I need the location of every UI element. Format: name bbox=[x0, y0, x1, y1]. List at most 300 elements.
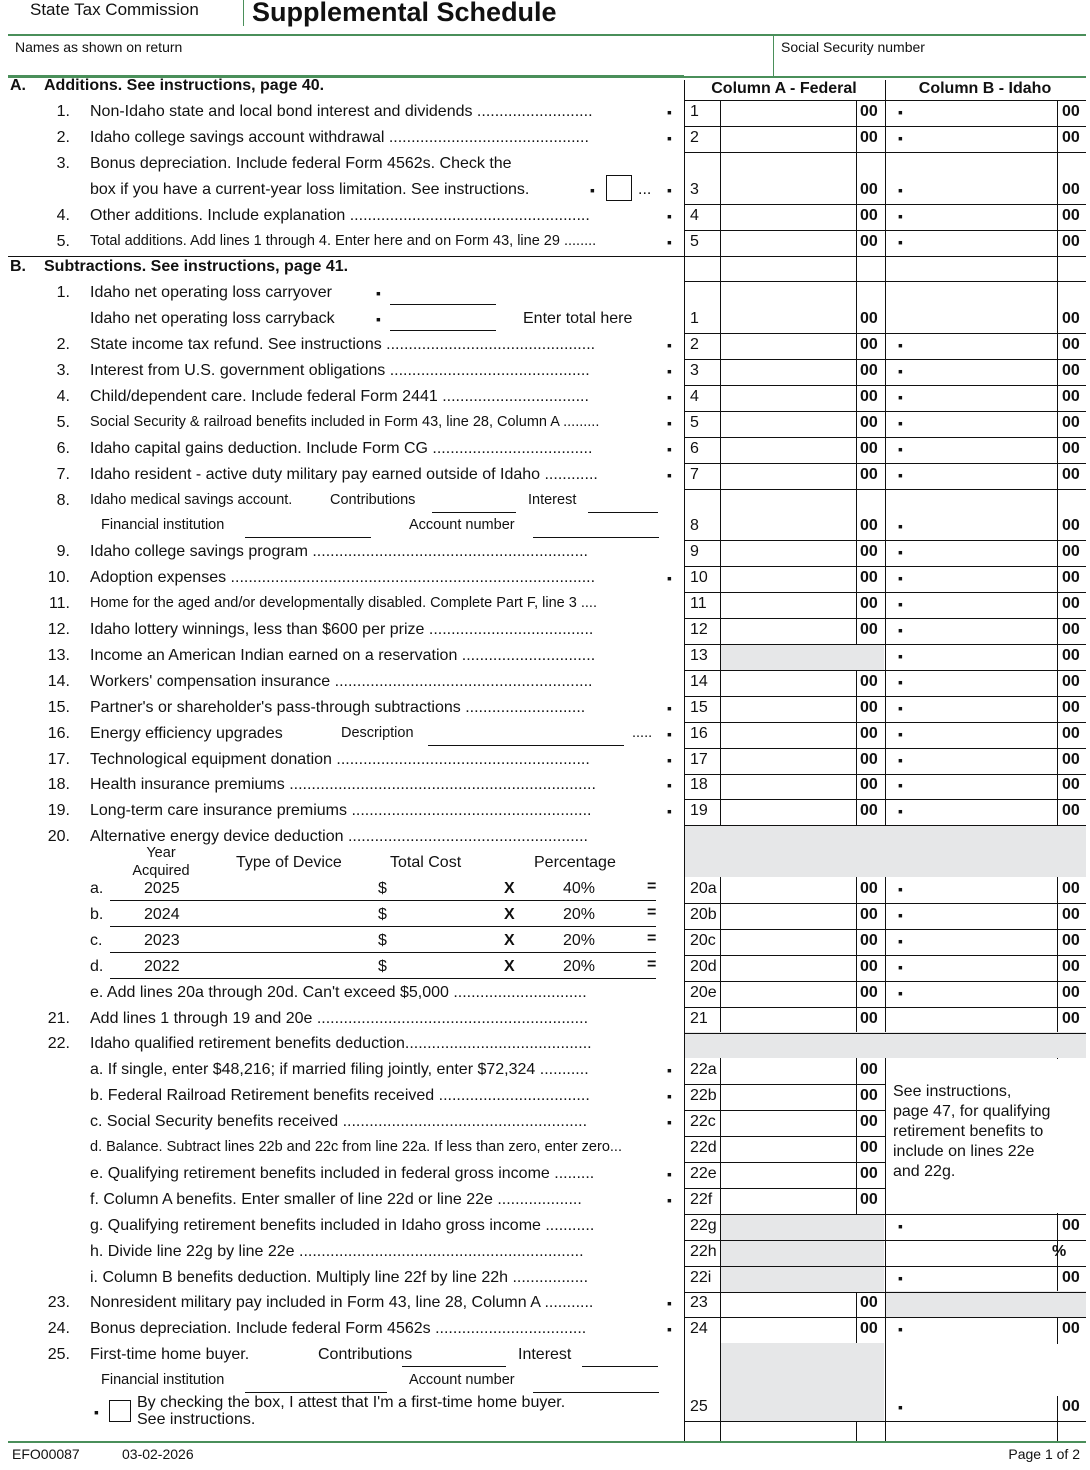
line-ref-b25: 25 bbox=[690, 1398, 708, 1415]
grid-hline bbox=[684, 1033, 721, 1034]
line-ref-22: 22i bbox=[690, 1269, 712, 1286]
msa-acct-input[interactable] bbox=[533, 537, 659, 538]
col-b-input-b18[interactable] bbox=[906, 772, 1053, 796]
col-a-input-b15[interactable] bbox=[722, 695, 854, 719]
line22-col-b-cents: 00 bbox=[1062, 1269, 1080, 1286]
col-a-cents-b10: 00 bbox=[860, 569, 878, 586]
grid-hline bbox=[684, 1317, 721, 1318]
b-line-10-number: 10. bbox=[47, 569, 70, 586]
col-b-cents-b6: 00 bbox=[1062, 440, 1080, 457]
col-b-input-b8[interactable] bbox=[906, 513, 1053, 537]
b-line-24-text: Bonus depreciation. Include federal Form 4562s .................................. bbox=[90, 1320, 587, 1337]
b-line-3-number: 3. bbox=[56, 362, 70, 379]
line-ref-22: 22d bbox=[690, 1139, 717, 1156]
energy-desc-dots: ..... bbox=[632, 725, 653, 741]
col-b-bullet-a1: ▪ bbox=[898, 104, 903, 120]
grid-hline bbox=[684, 1162, 721, 1163]
col-b-input-b24[interactable] bbox=[906, 1316, 1053, 1340]
nol-carryback-bullet: ▪ bbox=[376, 311, 381, 327]
col-b-cents-b19: 00 bbox=[1062, 802, 1080, 819]
line22-col-a-cents: 00 bbox=[860, 1113, 878, 1130]
col-b-cents-b14: 00 bbox=[1062, 673, 1080, 690]
line-ref-b20b: 20b bbox=[690, 906, 717, 923]
grid-hline bbox=[684, 696, 721, 697]
line22-row-text: h. Divide line 22g by line 22e ................................................................ bbox=[90, 1243, 584, 1260]
col-a-input-b5[interactable] bbox=[722, 410, 854, 434]
line-ref-22: 22f bbox=[690, 1191, 713, 1208]
b-line-14-number: 14. bbox=[47, 673, 70, 690]
line-ref-a5: 5 bbox=[690, 233, 699, 250]
fthb-attest-checkbox[interactable] bbox=[109, 1400, 131, 1422]
b-line-9-number: 9. bbox=[56, 543, 70, 560]
line22-row-text: a. If single, enter $48,216; if married filing jointly, enter $72,324 ........... bbox=[90, 1061, 589, 1078]
fthb-fin-label: Financial institution bbox=[101, 1372, 225, 1388]
b-line-4-number: 4. bbox=[56, 388, 70, 405]
col-b-cents-b18: 00 bbox=[1062, 776, 1080, 793]
b-line-21-number: 21. bbox=[47, 1010, 70, 1027]
energy-desc-input[interactable] bbox=[428, 745, 624, 746]
col-b-cents-b15: 00 bbox=[1062, 699, 1080, 716]
grid-hline bbox=[885, 1292, 1086, 1293]
col-b-bullet-b18: ▪ bbox=[898, 777, 903, 793]
line20-row-input[interactable] bbox=[110, 926, 656, 927]
line20-year: 2024 bbox=[144, 906, 180, 923]
b-line-7-number: 7. bbox=[56, 466, 70, 483]
a-line-4-number: 4. bbox=[56, 207, 70, 224]
col-a-input-b20b[interactable] bbox=[722, 902, 854, 926]
col-a-cents-b14: 00 bbox=[860, 673, 878, 690]
col-a-cents-b24: 00 bbox=[860, 1320, 878, 1337]
col-b-cents-b8: 00 bbox=[1062, 517, 1080, 534]
line20-row-letter: b. bbox=[90, 906, 104, 923]
line20-cost-header: Total Cost bbox=[390, 854, 462, 871]
col-a-input-b10[interactable] bbox=[722, 565, 854, 589]
nol-carryover-bullet: ▪ bbox=[376, 285, 381, 301]
col-a-cents-b20a: 00 bbox=[860, 880, 878, 897]
col-a-cents-b23: 00 bbox=[860, 1294, 878, 1311]
col-a-input-b20e[interactable] bbox=[722, 980, 854, 1004]
fthb-interest-input[interactable] bbox=[582, 1366, 658, 1367]
col-a-input-b8[interactable] bbox=[722, 513, 854, 537]
col-b-bullet-b3: ▪ bbox=[898, 363, 903, 379]
line-ref-b4: 4 bbox=[690, 388, 699, 405]
col-b-input-b3[interactable] bbox=[906, 358, 1053, 382]
col-a-input-b20c[interactable] bbox=[722, 928, 854, 952]
line22-col-a-shaded bbox=[721, 1240, 884, 1266]
line-ref-22: 22e bbox=[690, 1165, 717, 1182]
col-a-cents-a3: 00 bbox=[860, 181, 878, 198]
line-ref-b8: 8 bbox=[690, 517, 699, 534]
page-number: Page 1 of 2 bbox=[1008, 1446, 1080, 1462]
col-b-input-a5[interactable] bbox=[906, 229, 1053, 253]
grid-hline bbox=[684, 463, 721, 464]
col-b-cents-b10: 00 bbox=[1062, 569, 1080, 586]
required-bullet-b19: ▪ bbox=[667, 803, 672, 819]
col-b-input-b21[interactable] bbox=[906, 1006, 1053, 1030]
col-b-bullet-b20c: ▪ bbox=[898, 933, 903, 949]
col-b-input-a1[interactable] bbox=[906, 99, 1053, 123]
b-line-15-text: Partner's or shareholder's pass-through subtractions ........................... bbox=[90, 699, 586, 716]
col-b-input-b7[interactable] bbox=[906, 462, 1053, 486]
col-a-input-a4[interactable] bbox=[722, 203, 854, 227]
col-b-input-a4[interactable] bbox=[906, 203, 1053, 227]
col-a-cents-b2: 00 bbox=[860, 336, 878, 353]
col-b-input-b25[interactable] bbox=[906, 1394, 1053, 1418]
col-b-input-a3[interactable] bbox=[906, 177, 1053, 201]
col-a-input-b4[interactable] bbox=[722, 384, 854, 408]
col-b-bullet-b15: ▪ bbox=[898, 700, 903, 716]
col-b-bullet-a4: ▪ bbox=[898, 208, 903, 224]
b-line-18-number: 18. bbox=[47, 776, 70, 793]
required-bullet-b6: ▪ bbox=[667, 441, 672, 457]
required-bullet-b10: ▪ bbox=[667, 570, 672, 586]
col-a-cents-b20d: 00 bbox=[860, 958, 878, 975]
line20-year: 2025 bbox=[144, 880, 180, 897]
grid-hline bbox=[885, 152, 1086, 153]
fthb-contrib-input[interactable] bbox=[402, 1366, 506, 1367]
col-a-input-b14[interactable] bbox=[722, 669, 854, 693]
line20-row-input[interactable] bbox=[110, 952, 656, 953]
grid-hline bbox=[885, 1033, 1086, 1034]
line22-col-a-cents: 00 bbox=[860, 1165, 878, 1182]
line-ref-b14: 14 bbox=[690, 673, 708, 690]
col-a-cents-b20b: 00 bbox=[860, 906, 878, 923]
col-a-input-a3[interactable] bbox=[722, 177, 854, 201]
line20-row-input[interactable] bbox=[110, 900, 656, 901]
b13-col-a-shaded bbox=[721, 644, 884, 670]
section-b-top-rule bbox=[8, 256, 684, 257]
a-line-5-number: 5. bbox=[56, 233, 70, 250]
grid-hline bbox=[684, 1110, 721, 1111]
col-b-bullet-b20e: ▪ bbox=[898, 985, 903, 1001]
b-line-19-number: 19. bbox=[47, 802, 70, 819]
b-line-20-text: Alternative energy device deduction ...................................................... bbox=[90, 828, 588, 845]
section-a-title: Additions. See instructions, page 40. bbox=[44, 77, 325, 94]
line20-row-input[interactable] bbox=[110, 978, 656, 979]
b-line-21-text: Add lines 1 through 19 and 20e ............................................................. bbox=[90, 1010, 589, 1027]
line20-pct: 20% bbox=[563, 932, 596, 949]
col-b-input-b20c[interactable] bbox=[906, 928, 1053, 952]
grid-hline bbox=[684, 230, 721, 231]
col-b-bullet-b8: ▪ bbox=[898, 518, 903, 534]
grid-hline bbox=[720, 644, 885, 645]
msa-contrib-input[interactable] bbox=[432, 512, 516, 513]
line-ref-a4: 4 bbox=[690, 207, 699, 224]
line22-row-text: f. Column A benefits. Enter smaller of line 22d or line 22e ................... bbox=[90, 1191, 582, 1208]
line22-col-a-input[interactable] bbox=[722, 1161, 854, 1185]
col-a-input-b21[interactable] bbox=[722, 1006, 854, 1030]
section-b-title: Subtractions. See instructions, page 41. bbox=[44, 258, 349, 275]
line-ref-b7: 7 bbox=[690, 466, 699, 483]
names-input[interactable] bbox=[10, 56, 770, 76]
col-a-cents-b9: 00 bbox=[860, 543, 878, 560]
line22-row-text: i. Column B benefits deduction. Multiply line 22f by line 22h ................. bbox=[90, 1269, 589, 1286]
line22-col-a-input[interactable] bbox=[722, 1057, 854, 1081]
col-a-input-b24[interactable] bbox=[722, 1316, 854, 1340]
line20-year: 2022 bbox=[144, 958, 180, 975]
col-b-input-b12[interactable] bbox=[906, 617, 1053, 641]
b-line-19-text: Long-term care insurance premiums ...................................................... bbox=[90, 802, 592, 819]
nol-carryover-input[interactable] bbox=[390, 304, 496, 305]
col-b-input-b9[interactable] bbox=[906, 539, 1053, 563]
grid-vline-top bbox=[885, 80, 886, 100]
col-b-cents-b5: 00 bbox=[1062, 414, 1080, 431]
fthb-attest-text: By checking the box, I attest that I'm a first-time home buyer. bbox=[137, 1394, 566, 1411]
grid-hline bbox=[684, 1084, 721, 1085]
grid-hline bbox=[684, 411, 721, 412]
required-bullet-a2: ▪ bbox=[667, 130, 672, 146]
col-a-cents-b16: 00 bbox=[860, 725, 878, 742]
line-ref-b11: 11 bbox=[690, 595, 707, 612]
line22-col-a-input[interactable] bbox=[722, 1109, 854, 1133]
col-a-input-b7[interactable] bbox=[722, 462, 854, 486]
col-b-input-b11[interactable] bbox=[906, 591, 1053, 615]
col-a-input-b1[interactable] bbox=[722, 306, 854, 330]
grid-hline bbox=[885, 1421, 1086, 1422]
b-line-23-text: Nonresident military pay included in Form 43, line 28, Column A ........... bbox=[90, 1294, 594, 1311]
grid-hline bbox=[684, 1266, 721, 1267]
b-line-1-number: 1. bbox=[56, 284, 70, 301]
col-a-cents-b1: 00 bbox=[860, 310, 878, 327]
b-line-13-text: Income an American Indian earned on a reservation .............................. bbox=[90, 647, 596, 664]
b-line-5-text: Social Security & railroad benefits included in Form 43, line 28, Column A ......... bbox=[90, 414, 600, 430]
grid-hline bbox=[684, 385, 721, 386]
col-b-input-b20b[interactable] bbox=[906, 902, 1053, 926]
line-ref-22: 22a bbox=[690, 1061, 717, 1078]
col-b-bullet-a3: ▪ bbox=[898, 182, 903, 198]
line22-col-a-input[interactable] bbox=[722, 1135, 854, 1159]
line-ref-b12: 12 bbox=[690, 621, 708, 638]
line20-times: X bbox=[504, 880, 515, 897]
col-a-input-b18[interactable] bbox=[722, 772, 854, 796]
col-b-bullet-b12: ▪ bbox=[898, 622, 903, 638]
b22-shaded-area bbox=[685, 1032, 1086, 1058]
line22h-input[interactable] bbox=[888, 1239, 1048, 1263]
line22-col-b-input[interactable] bbox=[906, 1265, 1053, 1289]
col-b-input-b10[interactable] bbox=[906, 565, 1053, 589]
col-b-input-b15[interactable] bbox=[906, 695, 1053, 719]
col-b-cents-b20e: 00 bbox=[1062, 984, 1080, 1001]
a-line-1-number: 1. bbox=[56, 103, 70, 120]
required-bullet-b24: ▪ bbox=[667, 1321, 672, 1337]
col-a-input-b9[interactable] bbox=[722, 539, 854, 563]
col-a-input-b17[interactable] bbox=[722, 747, 854, 771]
col-a-cents-b15: 00 bbox=[860, 699, 878, 716]
b-line-25-number: 25. bbox=[47, 1346, 70, 1363]
ssn-label: Social Security number bbox=[781, 39, 925, 55]
line-ref-22: 22h bbox=[690, 1243, 717, 1260]
b-line-5-number: 5. bbox=[56, 414, 70, 431]
required-bullet-b2: ▪ bbox=[667, 337, 672, 353]
line22-note-line: See instructions, bbox=[893, 1083, 1012, 1100]
line22-note-line: retirement benefits to bbox=[893, 1123, 1044, 1140]
col-b-bullet-b17: ▪ bbox=[898, 752, 903, 768]
line22-col-a-input[interactable] bbox=[722, 1083, 854, 1107]
col-b-input-b16[interactable] bbox=[906, 721, 1053, 745]
b-line-4-text: Child/dependent care. Include federal Form 2441 ................................. bbox=[90, 388, 589, 405]
col-a-cents-b3: 00 bbox=[860, 362, 878, 379]
line20-dollar: $ bbox=[378, 932, 387, 949]
col-b-input-b4[interactable] bbox=[906, 384, 1053, 408]
col-a-cents-a5: 00 bbox=[860, 233, 878, 250]
section-a-top-rule bbox=[8, 75, 684, 76]
col-b-bullet-b9: ▪ bbox=[898, 544, 903, 560]
col-b-input-b20d[interactable] bbox=[906, 954, 1053, 978]
col-b-cents-b20b: 00 bbox=[1062, 906, 1080, 923]
nol-carryback-label: Idaho net operating loss carryback bbox=[90, 310, 335, 327]
b-line-2-number: 2. bbox=[56, 336, 70, 353]
col-a-cents-b6: 00 bbox=[860, 440, 878, 457]
required-bullet-b17: ▪ bbox=[667, 752, 672, 768]
col-b-bullet-b11: ▪ bbox=[898, 596, 903, 612]
grid-hline bbox=[684, 1292, 721, 1293]
line22-row-text: c. Social Security benefits received ....................................................... bbox=[90, 1113, 588, 1130]
col-b-input-a2[interactable] bbox=[906, 125, 1053, 149]
col-a-input-b6[interactable] bbox=[722, 436, 854, 460]
col-b-input-b17[interactable] bbox=[906, 747, 1053, 771]
col-b-input-b19[interactable] bbox=[906, 798, 1053, 822]
col-a-input-b20d[interactable] bbox=[722, 954, 854, 978]
b-line-2-text: State income tax refund. See instructions ............................................... bbox=[90, 336, 596, 353]
line22-note-line: include on lines 22e bbox=[893, 1143, 1035, 1160]
line22-col-a-input[interactable] bbox=[722, 1187, 854, 1211]
line20e-text: e. Add lines 20a through 20d. Can't exceed $5,000 .............................. bbox=[90, 984, 587, 1001]
col-b-cents-a3: 00 bbox=[1062, 181, 1080, 198]
section-a-letter: A. bbox=[10, 77, 26, 94]
col-b-cents-b3: 00 bbox=[1062, 362, 1080, 379]
col-a-input-b3[interactable] bbox=[722, 358, 854, 382]
col-b-cents-a1: 00 bbox=[1062, 103, 1080, 120]
b-line-7-text: Idaho resident - active duty military pay earned outside of Idaho ............ bbox=[90, 466, 598, 483]
fthb-acct-input[interactable] bbox=[533, 1392, 659, 1393]
line-ref-22: 22c bbox=[690, 1113, 716, 1130]
required-bullet-a4: ▪ bbox=[667, 208, 672, 224]
b-line-16-number: 16. bbox=[47, 725, 70, 742]
b-line-8-number: 8. bbox=[56, 492, 70, 509]
line-ref-b17: 17 bbox=[690, 751, 708, 768]
col-b-bullet-b4: ▪ bbox=[898, 389, 903, 405]
grid-hline bbox=[720, 1033, 885, 1034]
grid-hline bbox=[720, 1240, 885, 1241]
col-a-input-b11[interactable] bbox=[722, 591, 854, 615]
agency-name: State Tax Commission bbox=[30, 0, 199, 19]
line-ref-22: 22b bbox=[690, 1087, 717, 1104]
col-a-input-b19[interactable] bbox=[722, 798, 854, 822]
fthb-interest-label: Interest bbox=[518, 1346, 572, 1363]
col-b-cents-b7: 00 bbox=[1062, 466, 1080, 483]
col-a-input-a5[interactable] bbox=[722, 229, 854, 253]
col-b-bullet-b2: ▪ bbox=[898, 337, 903, 353]
col-a-cents-b12: 00 bbox=[860, 621, 878, 638]
line-ref-b10: 10 bbox=[690, 569, 708, 586]
msa-fin-input[interactable] bbox=[245, 537, 371, 538]
msa-interest-label: Interest bbox=[528, 492, 577, 508]
line20-equals: = bbox=[647, 930, 657, 947]
col-a-input-b12[interactable] bbox=[722, 617, 854, 641]
a-line-3-text2: box if you have a current-year loss limitation. See instructions. bbox=[90, 181, 530, 198]
nol-carryback-input[interactable] bbox=[390, 330, 496, 331]
col-b-bullet-a5: ▪ bbox=[898, 234, 903, 250]
msa-interest-input[interactable] bbox=[588, 512, 658, 513]
a3-loss-limit-checkbox[interactable] bbox=[606, 175, 632, 201]
col-b-input-b13[interactable] bbox=[906, 643, 1053, 667]
fthb-acct-label: Account number bbox=[409, 1372, 515, 1388]
col-b-cents-b17: 00 bbox=[1062, 751, 1080, 768]
grid-hline bbox=[684, 929, 721, 930]
column-a-heading: Column A - Federal bbox=[711, 80, 857, 97]
msa-contrib-label: Contributions bbox=[330, 492, 416, 508]
line-ref-b5: 5 bbox=[690, 414, 699, 431]
col-b-input-b14[interactable] bbox=[906, 669, 1053, 693]
b25-mask bbox=[1056, 1344, 1059, 1396]
line20-acquired-header: Acquired bbox=[132, 863, 190, 879]
col-a-input-a2[interactable] bbox=[722, 125, 854, 149]
section-b-letter: B. bbox=[10, 258, 26, 275]
line20-year-header: Year bbox=[146, 845, 176, 861]
col-a-cents-b8: 00 bbox=[860, 517, 878, 534]
line-ref-b23: 23 bbox=[690, 1294, 708, 1311]
line-ref-b20e: 20e bbox=[690, 984, 717, 1001]
col-a-cents-b21: 00 bbox=[860, 1010, 878, 1027]
col-a-input-b20a[interactable] bbox=[722, 876, 854, 900]
line22-col-a-cents: 00 bbox=[860, 1061, 878, 1078]
col-a-input-b16[interactable] bbox=[722, 721, 854, 745]
b23-col-b-shaded bbox=[886, 1291, 1086, 1317]
col-b-bullet-b10: ▪ bbox=[898, 570, 903, 586]
col-a-cents-b4: 00 bbox=[860, 388, 878, 405]
col-a-input-a1[interactable] bbox=[722, 99, 854, 123]
grid-hline bbox=[684, 1240, 721, 1241]
col-b-input-b2[interactable] bbox=[906, 332, 1053, 356]
a-line-4-text: Other additions. Include explanation ...................................................... bbox=[90, 207, 590, 224]
line-ref-b24: 24 bbox=[690, 1320, 708, 1337]
col-b-input-b5[interactable] bbox=[906, 410, 1053, 434]
col-b-input-b6[interactable] bbox=[906, 436, 1053, 460]
col-a-input-b2[interactable] bbox=[722, 332, 854, 356]
line20-year: 2023 bbox=[144, 932, 180, 949]
fthb-fin-input[interactable] bbox=[245, 1392, 387, 1393]
grid-hline bbox=[684, 359, 721, 360]
col-b-cents-b12: 00 bbox=[1062, 621, 1080, 638]
line20-pct: 20% bbox=[563, 958, 596, 975]
col-b-input-b20e[interactable] bbox=[906, 980, 1053, 1004]
col-b-bullet-b25: ▪ bbox=[898, 1399, 903, 1415]
a-line-3-number: 3. bbox=[56, 155, 70, 172]
line22-note-line: and 22g. bbox=[893, 1163, 956, 1180]
line20-dollar: $ bbox=[378, 958, 387, 975]
grid-hline bbox=[885, 256, 1086, 257]
line22-col-b-input[interactable] bbox=[906, 1213, 1053, 1237]
col-a-cents-b20e: 00 bbox=[860, 984, 878, 1001]
b-line-18-text: Health insurance premiums ..................................................................... bbox=[90, 776, 596, 793]
col-b-input-b1[interactable] bbox=[906, 306, 1053, 330]
grid-hline bbox=[720, 1266, 885, 1267]
a-line-5-text: Total additions. Add lines 1 through 4. Enter here and on Form 43, line 29 ........ bbox=[90, 233, 597, 249]
line-ref-a2: 2 bbox=[690, 129, 699, 146]
line22h-percent: % bbox=[1052, 1243, 1067, 1260]
b-line-15-number: 15. bbox=[47, 699, 70, 716]
header-divider bbox=[243, 0, 244, 26]
grid-hline bbox=[684, 670, 721, 671]
b-line-24-number: 24. bbox=[47, 1320, 70, 1337]
col-b-input-b20a[interactable] bbox=[906, 876, 1053, 900]
ssn-input[interactable] bbox=[780, 56, 1080, 76]
col-b-bullet-b5: ▪ bbox=[898, 415, 903, 431]
ssn-divider bbox=[773, 36, 774, 76]
col-a-input-b23[interactable] bbox=[722, 1290, 854, 1314]
col-b-bullet-b24: ▪ bbox=[898, 1321, 903, 1337]
grid-hline bbox=[684, 825, 721, 826]
